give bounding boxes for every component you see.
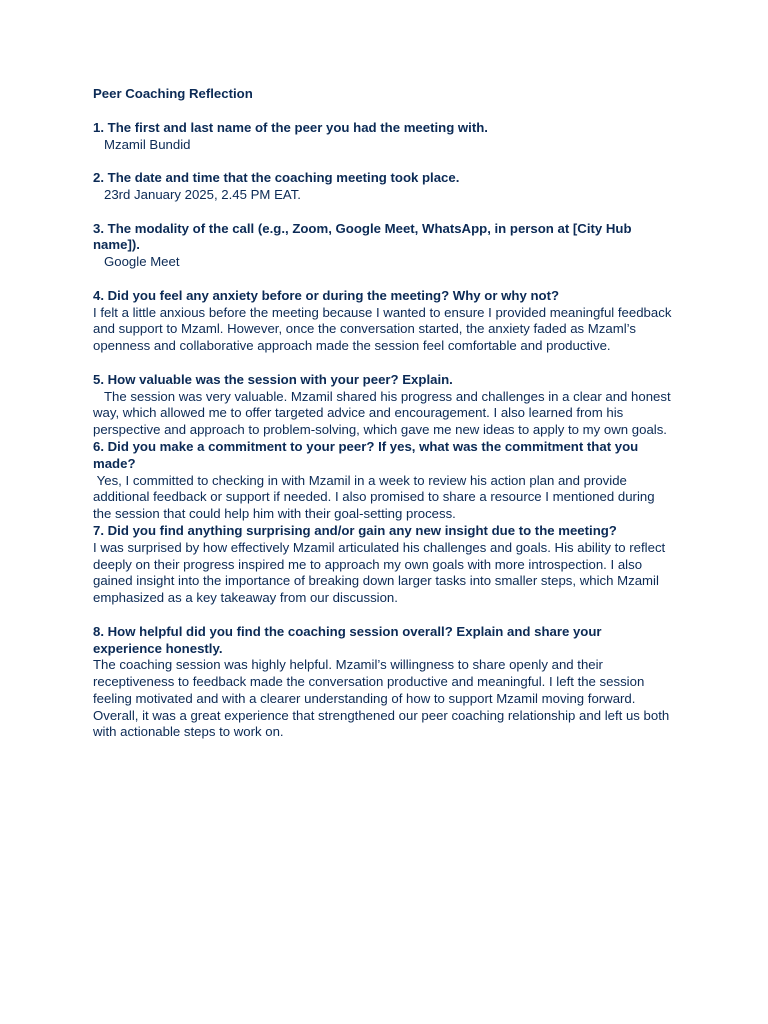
- question-block-3: [93, 221, 673, 271]
- question-block-7: [93, 523, 673, 607]
- question-1: 1. The first and last name of the peer you had the meeting with.: [93, 119, 488, 135]
- spacer: [93, 271, 673, 288]
- question-block-2: [93, 170, 673, 204]
- question-block-8: [93, 624, 673, 742]
- answer-7: I was surprised by how effectively Mzamil articulated his challenges and goals. His ability to reflect deeply on their progress inspired me to approach my own goals with more introspection. I also gained insight into the importance of breaking down larger tasks into smaller steps, which Mzamil emphasized as a key takeaway from our discussion.: [93, 539, 669, 606]
- question-8: 8. How helpful did you find the coaching session overall? Explain and share your experience honestly.: [93, 623, 602, 656]
- question-block-6: [93, 439, 673, 523]
- answer-1: Mzamil Bundid: [93, 136, 191, 152]
- question-3: 3. The modality of the call (e.g., Zoom, Google Meet, WhatsApp, in person at [City Hub name]).: [93, 220, 632, 253]
- question-block-4: [93, 287, 676, 355]
- question-block-1: [93, 120, 673, 154]
- question-5: 5. How valuable was the session with your peer? Explain.: [93, 371, 453, 387]
- answer-3: Google Meet: [93, 254, 180, 270]
- answer-2: 23rd January 2025, 2.45 PM EAT.: [93, 186, 301, 202]
- question-6: 6. Did you make a commitment to your peer? If yes, what was the commitment that you made?: [93, 438, 639, 471]
- spacer: [93, 355, 673, 372]
- spacer: [93, 607, 673, 624]
- answer-4: I felt a little anxious before the meeting because I wanted to ensure I provided meaningful feedback and support to Mzaml. However, once the conversation started, the anxiety faded as Mzaml’s openness and collaborative approach made the session feel comfortable and productive.: [93, 304, 676, 354]
- document-title: Peer Coaching Reflection: [93, 86, 253, 101]
- question-7: 7. Did you find anything surprising and/or gain any new insight due to the meeting?: [93, 522, 617, 538]
- spacer: [93, 204, 673, 221]
- answer-8: The coaching session was highly helpful. Mzamil’s willingness to share openly and their receptiveness to feedback made the conversation productive and meaningful. I left the session feeling motivated and with a clearer understanding of how to support Mzamil moving forward. Overall, it was a great experience that strengthened our peer coaching relationship and left us both with actionable steps to work on.: [93, 657, 673, 740]
- document-page: [93, 86, 676, 741]
- question-2: 2. The date and time that the coaching meeting took place.: [93, 170, 460, 186]
- answer-6: Yes, I committed to checking in with Mzamil in a week to review his action plan and provide additional feedback or support if needed. I also promised to share a resource I mentioned during the session that could help him with their goal-setting process.: [93, 472, 659, 522]
- answer-5: The session was very valuable. Mzamil shared his progress and challenges in a clear and honest way, which allowed me to offer targeted advice and encouragement. I also learned from his perspective and approach to problem-solving, which gave me new ideas to apply to my own goals.: [93, 388, 675, 438]
- question-block-5: [93, 372, 673, 439]
- spacer: [93, 153, 673, 170]
- question-4: 4. Did you feel any anxiety before or during the meeting? Why or why not?: [93, 287, 560, 303]
